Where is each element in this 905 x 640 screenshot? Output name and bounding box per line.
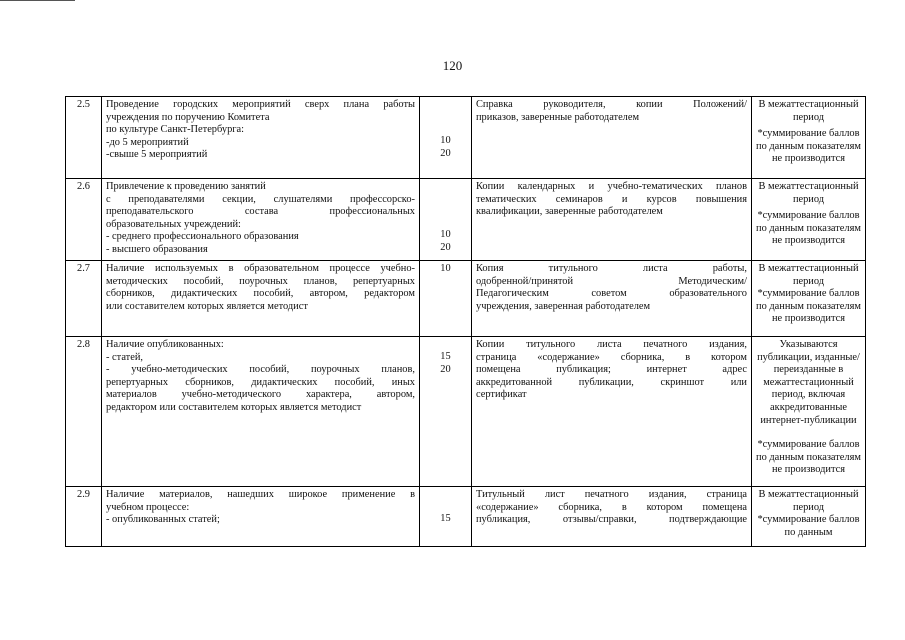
points-cell (420, 487, 472, 547)
points-value: 15 (440, 351, 451, 362)
description-line: или составителем которых является методист (106, 300, 308, 312)
criteria-table (65, 96, 866, 547)
documents-line: одобренной/принятой Методическим/ (476, 275, 747, 287)
documents-line: сертификат (476, 389, 527, 401)
note-cell (752, 97, 866, 179)
item-number: 2.8 (66, 337, 102, 487)
documents-line: помещена публикация; интернет адрес (476, 364, 747, 376)
confirming-documents (472, 487, 752, 547)
description-line: преподавательского состава профессиональных (106, 206, 415, 218)
item-number: 2.6 (66, 179, 102, 261)
documents-line: публикация, отзывы/справки, подтверждающие (476, 514, 747, 526)
documents-line: Копия титульного листа работы, (476, 263, 747, 274)
note-cell (752, 487, 866, 547)
description-line: учреждения по поручению Комитета (106, 111, 270, 123)
description-line: Наличие материалов, нашедших широкое применение в (106, 489, 415, 500)
item-number: 2.7 (66, 261, 102, 337)
note-text: *суммирование баллов по данным показателям не производится (756, 128, 861, 165)
criterion-description (102, 179, 420, 261)
criterion-description (102, 97, 420, 179)
note-text: В межаттестационный период (758, 489, 859, 513)
note-text: В межаттестационный период (758, 263, 859, 287)
description-line: с преподавателями секции, слушателями профессорско- (106, 193, 415, 205)
table-row (66, 97, 866, 179)
description-line: образовательных учреждений: (106, 218, 241, 230)
note-text: *суммирование баллов по данным показателям не производится (756, 439, 861, 476)
description-line: Наличие опубликованных: (106, 339, 224, 350)
criterion-description (102, 337, 420, 487)
description-line: - среднего профессионального образования (106, 231, 299, 243)
description-line: Привлечение к проведению занятий (106, 181, 266, 192)
confirming-documents (472, 337, 752, 487)
points-cell (420, 261, 472, 337)
note-cell (752, 261, 866, 337)
documents-line: Справка руководителя, копии Положений/ (476, 99, 747, 110)
points-cell (420, 179, 472, 261)
item-number: 2.9 (66, 487, 102, 547)
description-line: - опубликованных статей; (106, 514, 220, 526)
note-cell (752, 179, 866, 261)
points-value: 20 (440, 147, 451, 159)
note-text: *суммирование баллов по данным показателям не производится (756, 288, 861, 325)
item-number: 2.5 (66, 97, 102, 179)
criterion-description (102, 487, 420, 547)
description-line: - высшего образования (106, 243, 208, 255)
note-text: *суммирование баллов по данным показателям не производится (756, 210, 861, 247)
description-line: -свыше 5 мероприятий (106, 149, 208, 161)
confirming-documents (472, 261, 752, 337)
points-value: 20 (440, 363, 451, 375)
documents-line: Копии календарных и учебно-тематических планов (476, 181, 747, 192)
points-cell (420, 337, 472, 487)
points-value: 10 (440, 135, 451, 146)
documents-line: учреждения, заверенная работодателем (476, 300, 651, 312)
note-text: *суммирование баллов по данным (757, 514, 860, 538)
description-line: сборников, дидактических пособий, автором, редактором (106, 288, 415, 300)
description-line: Наличие используемых в образовательном процессе учебно- (106, 263, 415, 274)
note-text: Указываются публикации, изданные/ переизданные в межаттестационный период, включая аккредитованные интернет-публикации (757, 339, 860, 426)
description-line: материалов учебно-методического характера, автором, (106, 389, 415, 401)
description-line: по культуре Санкт-Петербурга: (106, 124, 245, 136)
description-line: методических пособий, поурочных планов, репертуарных (106, 275, 415, 287)
description-line: - учебно-методических пособий, поурочных планов, (106, 364, 415, 376)
documents-line: тематических семинаров и курсов повышения (476, 193, 747, 205)
table-row (66, 337, 866, 487)
documents-line: Педагогическим советом образовательного (476, 288, 747, 300)
note-text: В межаттестационный период (758, 99, 859, 123)
note-text: В межаттестационный период (758, 181, 859, 205)
documents-line: квалификации, заверенные работодателем (476, 206, 663, 218)
documents-line: страница «содержание» сборника, в котором (476, 351, 747, 363)
documents-line: Титульный лист печатного издания, страница (476, 489, 747, 500)
table-row (66, 261, 866, 337)
note-cell (752, 337, 866, 487)
points-value: 10 (440, 263, 451, 274)
description-line: учебном процессе: (106, 501, 190, 513)
confirming-documents (472, 179, 752, 261)
table-row (66, 487, 866, 547)
page-number: 120 (442, 58, 463, 73)
table-row (66, 179, 866, 261)
documents-line: приказов, заверенные работодателем (476, 111, 640, 123)
points-value: 20 (440, 241, 451, 253)
description-line: -до 5 мероприятий (106, 136, 189, 148)
description-line: - статей, (106, 351, 143, 363)
points-value: 10 (440, 229, 451, 240)
confirming-documents (472, 97, 752, 179)
documents-line: «содержание» сборника, в котором помещена (476, 501, 747, 513)
documents-line: Копии титульного листа печатного издания, (476, 339, 747, 350)
criterion-description (102, 261, 420, 337)
description-line: редактором или составителем которых является методист (106, 401, 362, 413)
corner-scan-line (0, 0, 75, 1)
points-cell (420, 97, 472, 179)
points-value: 15 (440, 513, 451, 524)
documents-line: аккредитованной публикации, скриншот или (476, 376, 747, 388)
description-line: репертуарных сборников, дидактических пособий, иных (106, 376, 415, 388)
description-line: Проведение городских мероприятий сверх плана работы (106, 99, 415, 110)
